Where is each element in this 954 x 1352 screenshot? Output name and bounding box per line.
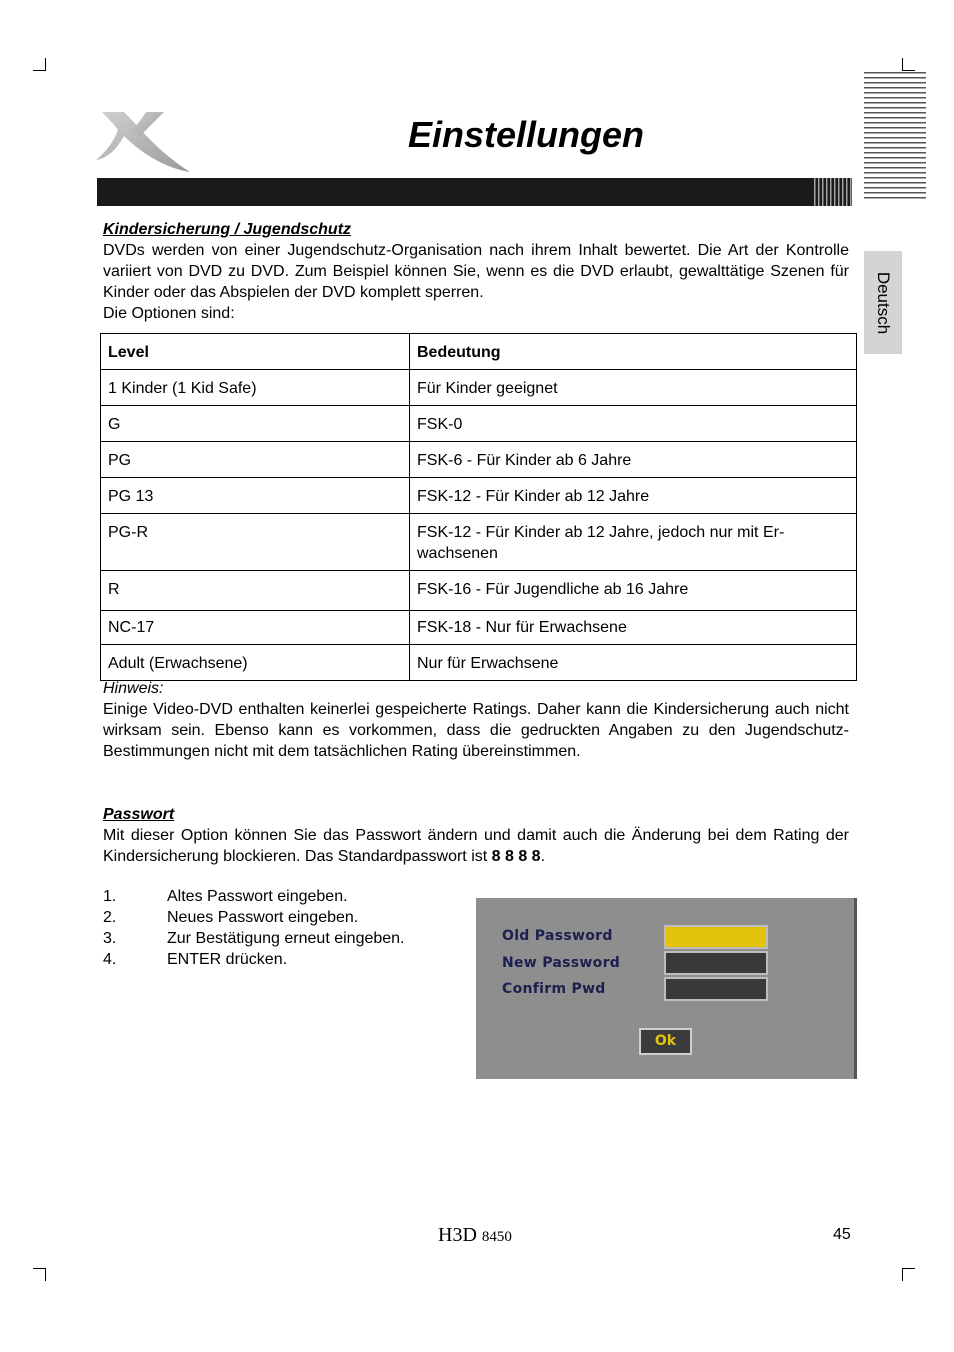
table-cell-level: NC-17 [101,611,410,645]
new-password-label: New Password [502,955,621,971]
step-number: 2. [103,909,117,926]
note-body: Einige Video-DVD enthalten keinerlei gespeicherte Ratings. Daher kann die Kindersicherung auch nicht wirksam sein. Ebenso kann es vorkommen, dass die gedruckten Angaben zu den Jugendschutz-Bestimmungen nicht mit dem tatsächlichen Rating übereinstimmen. [103,701,849,760]
footer-logo-main: H3D [438,1224,477,1246]
table-row [101,406,857,442]
crop-mark [33,58,46,71]
table-row [101,370,857,406]
section-body-kindersicherung: DVDs werden von einer Jugendschutz-Organisation nach ihrem Inhalt bewertet. Die Art der Kontrolle variiert von DVD zu DVD. Zum Beispiel können Sie, wenn es die DVD erlaubt, gewalttätige Szenen für Kinder oder das Abspielen der DVD komplett sperren. [103,242,849,301]
table-row [101,514,857,571]
table-row [101,611,857,645]
step-text: Neues Passwort eingeben. [167,909,359,926]
list-item [103,949,405,970]
table-row [101,571,857,611]
step-number: 3. [103,930,117,947]
table-cell-meaning: Für Kinder geeignet [410,370,857,406]
table-cell-level: PG [101,442,410,478]
section-body-passwort [103,825,849,867]
list-item [103,886,405,907]
step-number: 4. [103,951,117,968]
list-item [103,928,405,949]
ok-button[interactable]: Ok [639,1028,692,1055]
table-cell-level: PG 13 [101,478,410,514]
table-row [101,478,857,514]
language-tab [864,251,902,354]
crop-mark [902,1268,915,1281]
header-bar [97,178,852,206]
table-cell-level: G [101,406,410,442]
note-label: Hinweis: [103,680,164,697]
page-title: Einstellungen [408,114,645,155]
table-cell-meaning: FSK-12 - Für Kinder ab 12 Jahre [410,478,857,514]
passwort-body-end: . [540,848,546,865]
password-steps-list [103,886,405,970]
table-cell-level: PG-R [101,514,410,571]
list-item [103,907,405,928]
step-text: Zur Bestätigung erneut eingeben. [167,930,405,947]
new-password-field[interactable] [664,951,768,975]
passwort-body-text: Mit dieser Option können Sie das Passwort ändern und damit auch die Änderung bei dem Rating der Kindersicherung blockieren. Das Standardpasswort ist [103,827,849,865]
crop-mark [33,1268,46,1281]
rating-table [100,333,857,681]
table-cell-level: R [101,571,410,611]
step-text: ENTER drücken. [167,951,288,968]
table-cell-meaning: FSK-12 - Für Kinder ab 12 Jahre, jedoch nur mit Er-wachsenen [410,514,857,571]
table-header-level: Level [101,334,410,370]
options-intro: Die Optionen sind: [103,305,235,322]
table-row [101,442,857,478]
old-password-label: Old Password [502,928,613,944]
language-tab-label: Deutsch [874,271,893,334]
table-cell-level: 1 Kinder (1 Kid Safe) [101,370,410,406]
section-heading-kindersicherung: Kindersicherung / Jugendschutz [103,221,352,238]
table-cell-meaning: Nur für Erwachsene [410,645,857,681]
brand-x-logo [94,108,194,176]
default-password: 8 8 8 8 [491,848,541,865]
table-cell-meaning: FSK-18 - Nur für Erwachsene [410,611,857,645]
table-cell-level: Adult (Erwachsene) [101,645,410,681]
confirm-password-label: Confirm Pwd [502,981,606,997]
password-osd-screenshot [476,898,857,1079]
confirm-password-field[interactable] [664,977,768,1001]
table-row [101,645,857,681]
section-heading-passwort: Passwort [103,806,175,823]
step-number: 1. [103,888,117,905]
footer-logo-model: 8450 [481,1229,512,1245]
old-password-field[interactable] [664,925,768,949]
table-cell-meaning: FSK-16 - Für Jugendliche ab 16 Jahre [410,571,857,611]
table-cell-meaning: FSK-6 - Für Kinder ab 6 Jahre [410,442,857,478]
header-bar-pattern [814,178,852,206]
crop-mark [902,58,915,71]
table-header-bedeutung: Bedeutung [410,334,857,370]
table-header-row [101,334,857,370]
decorative-stripes [864,72,926,200]
step-text: Altes Passwort eingeben. [167,888,348,905]
table-cell-meaning: FSK-0 [410,406,857,442]
footer-logo [438,1224,512,1247]
page-number: 45 [833,1226,851,1243]
